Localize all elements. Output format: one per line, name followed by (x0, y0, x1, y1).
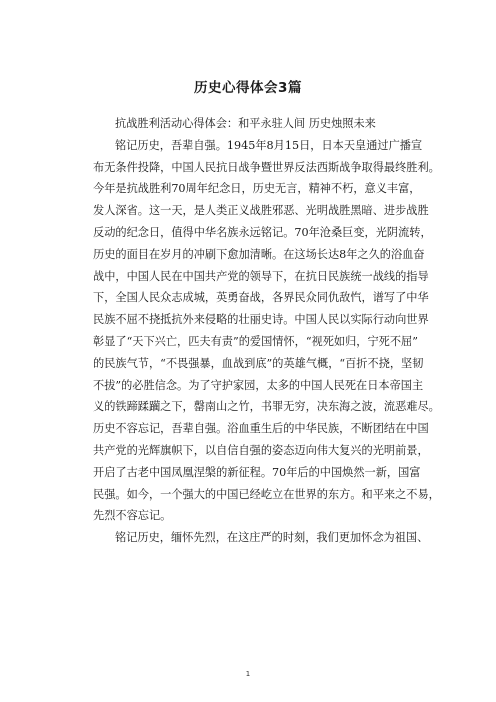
paragraph-line: 铭记历史，缅怀先烈，在这庄严的时刻，我们更加怀念为祖国、 (115, 531, 429, 545)
paragraph-line: 下，全国人民众志成城，英勇奋战，各界民众同仇敌忾，谱写了中华 (93, 291, 429, 305)
document-body (93, 113, 440, 549)
paragraph-line: 共产党的光辉旗帜下，以自信自强的姿态迈向伟大复兴的光明前景， (93, 443, 429, 457)
paragraph-line: 的民族气节，“不畏强暴，血战到底”的英雄气概，“百折不挠，坚韧 (93, 356, 424, 370)
paragraph-line: 先烈不容忘记。 (93, 509, 172, 523)
document-title: 历史心得体会3篇 (194, 80, 302, 96)
paragraph-line: 民族不屈不挠抵抗外来侵略的壮丽史诗。中国人民以实际行动向世界 (93, 313, 429, 327)
paragraph-line: 历史的面目在岁月的冲刷下愈加清晰。在这场长达8年之久的浴血奋 (93, 247, 425, 261)
paragraph-line: 铭记历史，吾辈自强。1945年8月15日，日本天皇通过广播宣 (115, 138, 423, 152)
paragraph-line: 历史不容忘记，吾辈自强。浴血重生后的中华民族，不断团结在中国 (93, 422, 429, 436)
paragraph-line: 反动的纪念日，值得中华名族永远铭记。70年沧桑巨变，光阴流转， (93, 225, 432, 239)
subtitle-line: 抗战胜利活动心得体会：和平永驻人间 历史烛照未来 (115, 117, 376, 130)
paragraph-line: 战中，中国人民在中国共产党的领导下，在抗日民族统一战线的指导 (93, 269, 429, 283)
paragraph-line: 布无条件投降，中国人民抗日战争暨世界反法西斯战争取得最终胜利。 (93, 160, 440, 174)
page-number: 1 (245, 670, 251, 678)
paragraph-line: 民强。如今，一个强大的中国已经屹立在世界的东方。和平来之不易， (93, 487, 440, 501)
paragraph-line: 发人深省。这一天，是人类正义战胜邪恶、光明战胜黑暗、进步战胜 (93, 204, 429, 218)
paragraph-line: 开启了古老中国凤凰涅槃的新征程。70年后的中国焕然一新，国富 (93, 465, 421, 479)
paragraph-line: 彰显了“天下兴亡，匹夫有责”的爱国情怀，“视死如归，宁死不屈” (93, 334, 418, 348)
paragraph-line: 不拔”的必胜信念。为了守护家园，太多的中国人民死在日本帝国主 (93, 378, 424, 392)
paragraph-line: 义的铁蹄蹂躏之下，罄南山之竹，书罪无穷，决东海之波，流恶难尽。 (93, 400, 440, 414)
paragraph-line: 今年是抗战胜利70周年纪念日，历史无言，精神不朽，意义丰富， (93, 182, 421, 196)
